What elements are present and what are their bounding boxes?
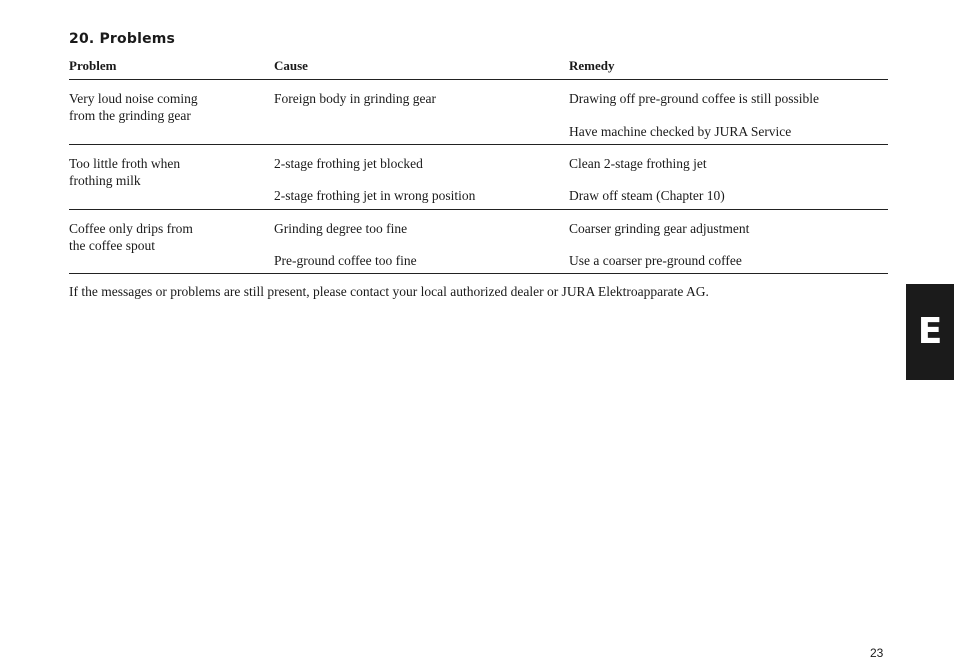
table-row-group xyxy=(69,80,888,145)
problem-cell: Too little froth when frothing milk xyxy=(69,156,181,188)
problem-cell: Coffee only drips from the coffee spout xyxy=(69,221,193,253)
section-tab xyxy=(906,284,954,380)
remedy-cell: Draw off steam (Chapter 10) xyxy=(569,188,725,203)
remedy-cell: Use a coarser pre-ground coffee xyxy=(569,253,742,268)
section-tab-letter: E xyxy=(917,311,943,352)
table-row-group xyxy=(69,145,888,210)
remedy-cell: Coarser grinding gear adjustment xyxy=(569,221,750,236)
cause-cell: Pre-ground coffee too fine xyxy=(274,253,417,268)
table-header xyxy=(69,58,888,80)
page-number: 23 xyxy=(870,646,884,660)
cause-cell: 2-stage frothing jet in wrong position xyxy=(274,188,476,203)
table-row-group xyxy=(69,210,888,274)
header-problem: Problem xyxy=(69,58,117,73)
cause-cell: Foreign body in grinding gear xyxy=(274,91,436,106)
remedy-cell: Drawing off pre-ground coffee is still possible xyxy=(569,91,819,106)
footnote: If the messages or problems are still present, please contact your local authorized dealer or JURA Elektroapparate AG. xyxy=(69,284,709,299)
remedy-cell: Clean 2-stage frothing jet xyxy=(569,156,707,171)
cause-cell: Grinding degree too fine xyxy=(274,221,408,236)
problem-cell: Very loud noise coming from the grinding gear xyxy=(69,91,198,123)
header-cause: Cause xyxy=(274,58,308,73)
cause-cell: 2-stage frothing jet blocked xyxy=(274,156,423,171)
remedy-cell: Have machine checked by JURA Service xyxy=(569,124,792,139)
header-remedy: Remedy xyxy=(569,58,615,73)
section-title: 20. Problems xyxy=(69,31,176,47)
problems-table xyxy=(69,58,888,274)
